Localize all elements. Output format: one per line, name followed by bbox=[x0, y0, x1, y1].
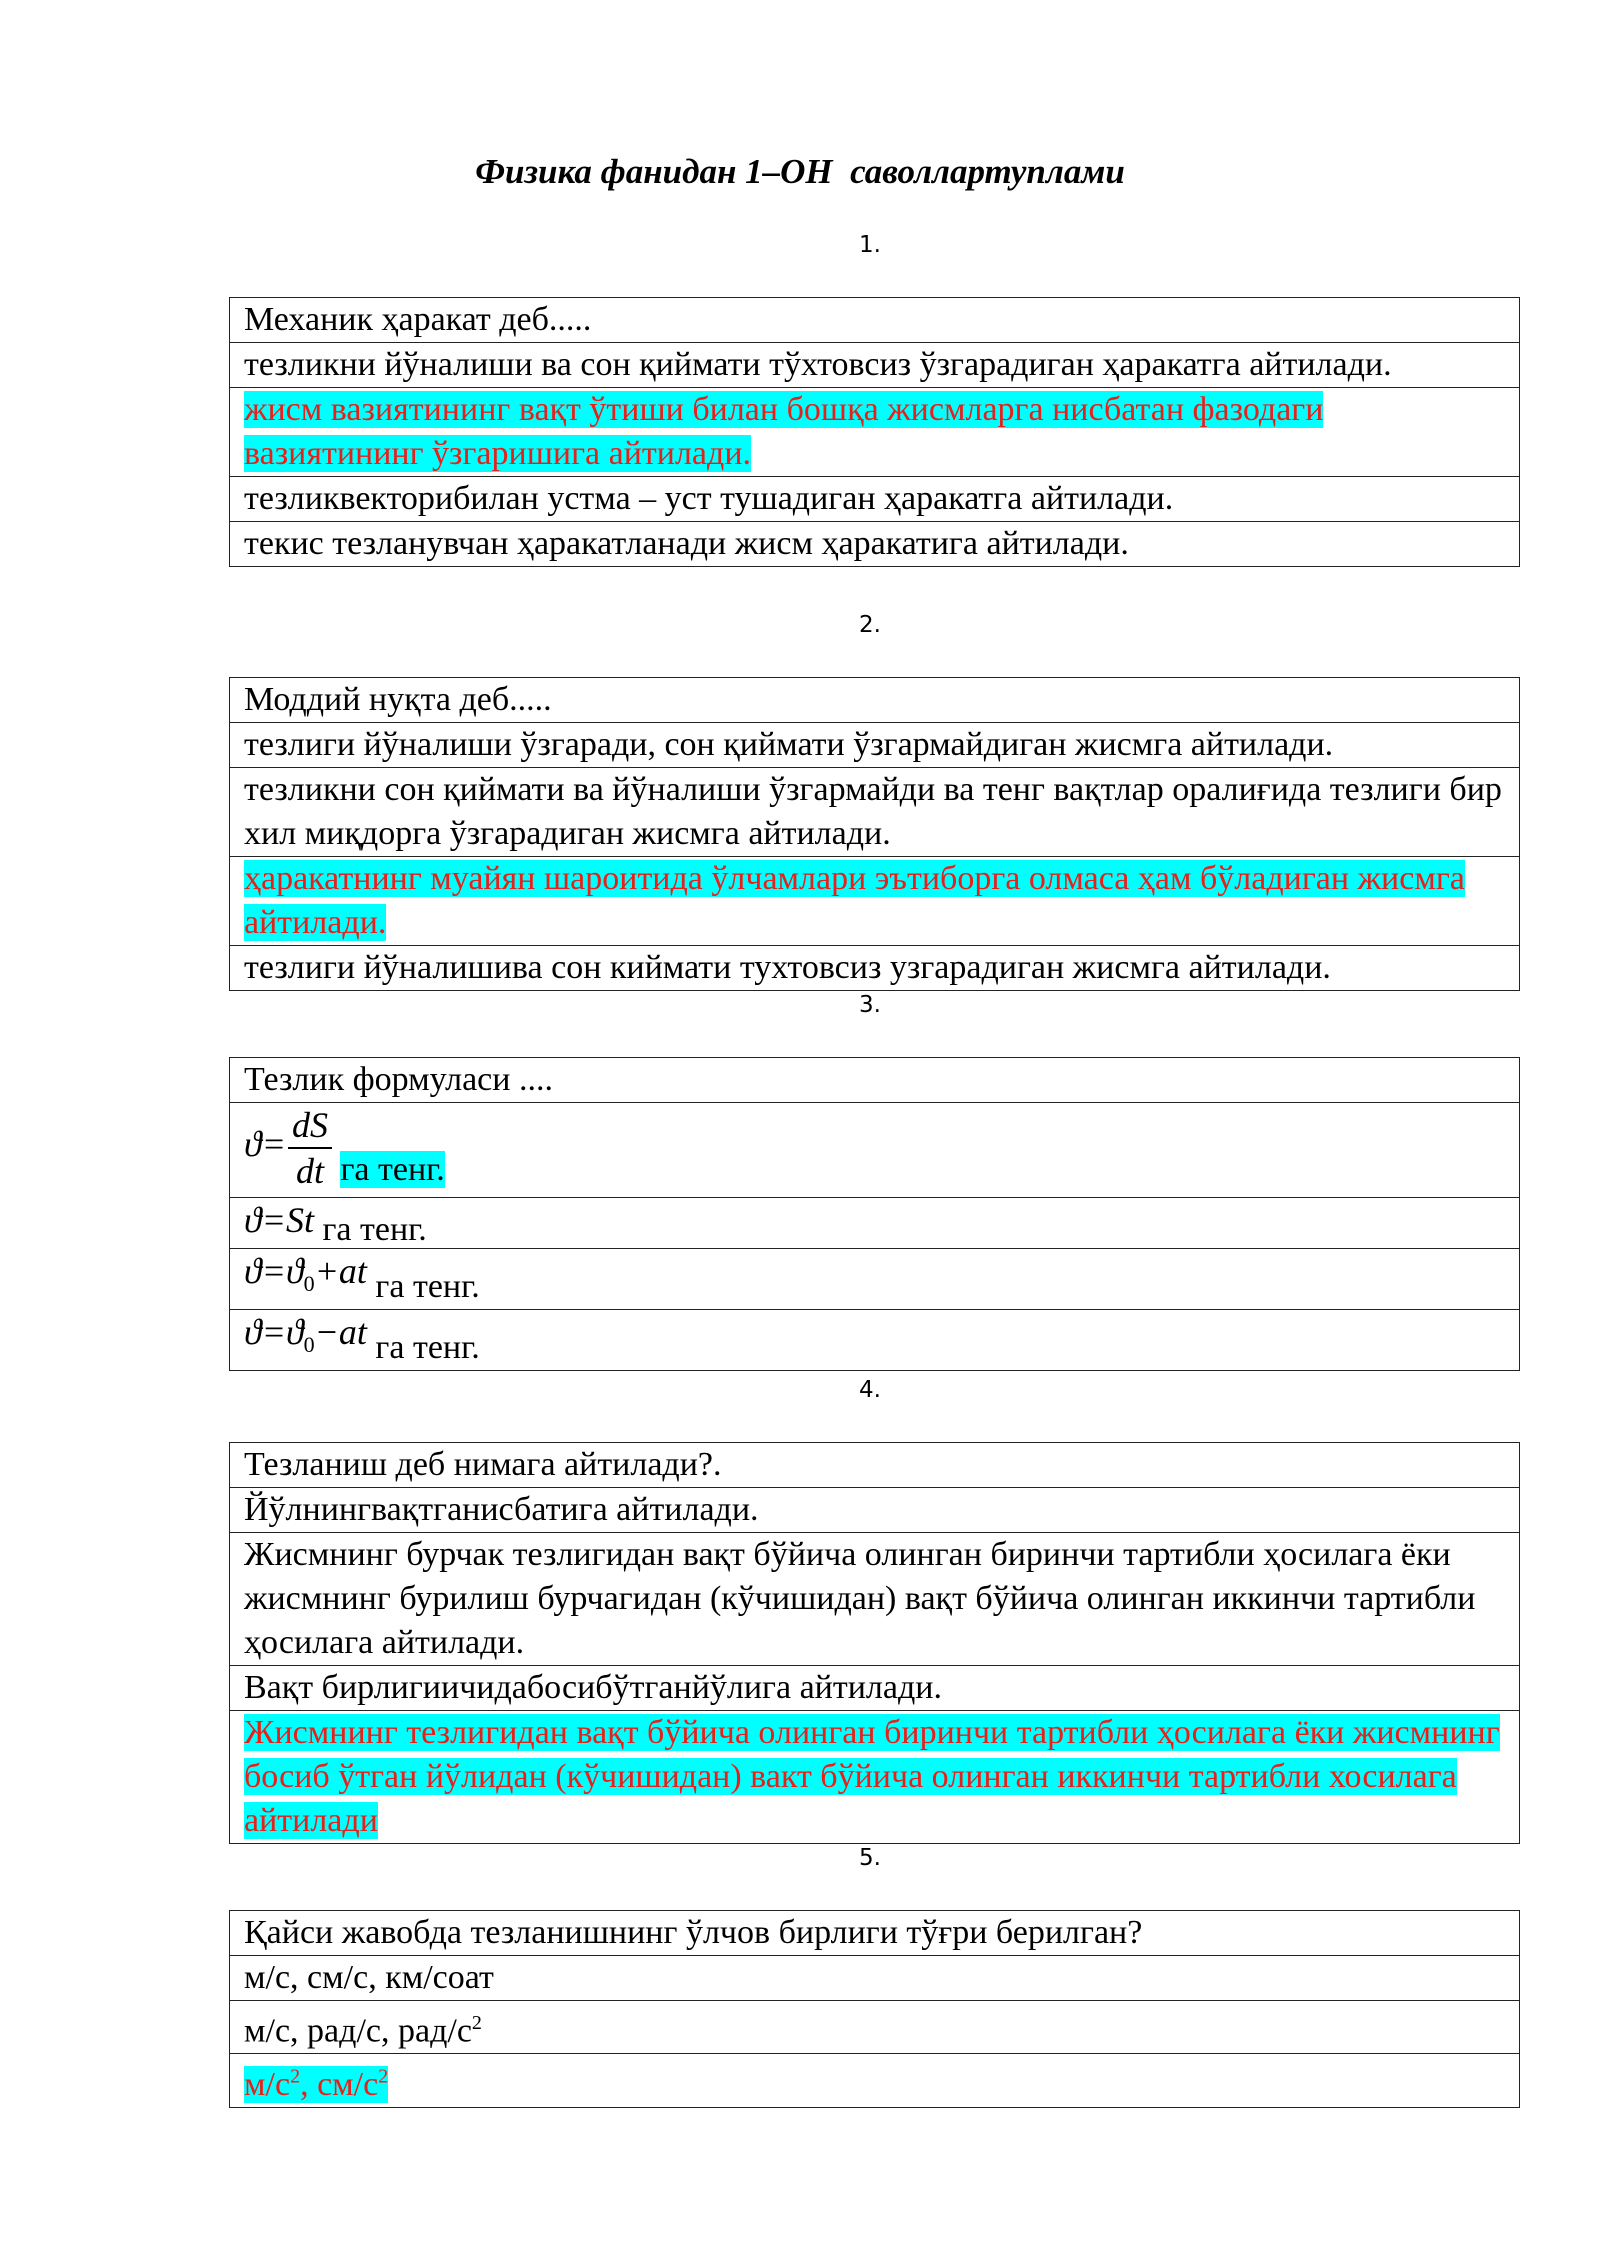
question-text: Қайси жавобда тезланишнинг ўлчов бирлиги тўғри берилган? bbox=[230, 1911, 1520, 1956]
formula: $ϑ=ϑ_0+at$ bbox=[244, 1251, 367, 1297]
answer-option-correct bbox=[230, 2054, 1520, 2107]
formula: $ϑ=ϑ_0-at$ bbox=[244, 1312, 367, 1358]
answer-option-correct bbox=[230, 388, 1520, 477]
question-text: Механик ҳаракат деб..... bbox=[230, 298, 1520, 343]
answer-option: м/с, см/с, км/соат bbox=[230, 1956, 1520, 2001]
answer-option: тезликни сон қиймати ва йўналиши ўзгармайди ва тенг вақтлар оралиғида тезлиги бир хил миқдорга ўзгарадиган жисмга айтилади. bbox=[230, 768, 1520, 857]
formula-lhs: ϑ= bbox=[244, 1123, 286, 1164]
answer-option: тезлиги йўналишива сон киймати тухтовсиз узгарадиган жисмга айтилади. bbox=[230, 946, 1520, 991]
answer-option: Жисмнинг бурчак тезлигидан вақт бўйича олинган биринчи тартибли ҳосилага ёки жисмнинг бурилиш бурчагидан (кўчишидан) вақт бўйича олинган иккинчи тартибли ҳосилага айтилади. bbox=[230, 1533, 1520, 1666]
answer-option: Вақт бирлигиичидабосибўтганйўлига айтилади. bbox=[230, 1666, 1520, 1711]
document-title: Физика фанидан 1–ОН саволлартуплами bbox=[475, 152, 1125, 191]
question-text: Тезланиш деб нимага айтилади?. bbox=[230, 1443, 1520, 1488]
answer-option: тезлиги йўналиши ўзгаради, сон қиймати ўзгармайдиган жисмга айтилади. bbox=[230, 723, 1520, 768]
answer-suffix: га тенг. bbox=[322, 1211, 427, 1248]
question-text: Моддий нуқта деб..... bbox=[230, 678, 1520, 723]
answer-option: тезликвекторибилан устма – уст тушадиган ҳаракатга айтилади. bbox=[230, 477, 1520, 522]
answer-option: Йўлнингвақтганисбатига айтилади. bbox=[230, 1488, 1520, 1533]
answer-suffix: га тенг. bbox=[375, 1268, 480, 1305]
answer-option-correct bbox=[230, 857, 1520, 946]
answer-option bbox=[230, 1249, 1520, 1310]
question-table-3 bbox=[229, 1057, 1520, 1371]
answer-option: м/с, рад/с, рад/$с^2$ bbox=[230, 2001, 1520, 2054]
question-number: 1. bbox=[859, 232, 881, 258]
question-number: 2. bbox=[859, 612, 881, 638]
answer-option-correct bbox=[230, 1711, 1520, 1844]
question-number: 5. bbox=[859, 1845, 881, 1871]
question-table-5 bbox=[229, 1910, 1520, 2108]
answer-option: текис тезланувчан ҳаракатланади жисм ҳаракатига айтилади. bbox=[230, 522, 1520, 567]
question-number: 3. bbox=[859, 992, 881, 1018]
highlighted-answer: га тенг. bbox=[340, 1150, 445, 1188]
question-number: 4. bbox=[859, 1377, 881, 1403]
formula: ϑ=St bbox=[244, 1200, 314, 1240]
highlighted-answer: $м/с^2$, $см/с^2$ bbox=[244, 2065, 389, 2103]
answer-option bbox=[230, 1198, 1520, 1249]
question-text: Тезлик формуласи .... bbox=[230, 1058, 1520, 1103]
highlighted-answer: Жисмнинг тезлигидан вақт бўйича олинган биринчи тартибли ҳосилага ёки жисмнинг босиб ўтган йўлидан (кўчишидан) вакт бўйича олинган иккинчи тартибли хосилага айтилади bbox=[244, 1714, 1500, 1839]
fraction-numerator: dS bbox=[288, 1103, 332, 1149]
answer-suffix: га тенг. bbox=[375, 1329, 480, 1366]
answer-option bbox=[230, 1310, 1520, 1371]
highlighted-answer: жисм вазиятининг вақт ўтиши билан бошқа жисмларга нисбатан фазодаги вазиятининг ўзгаришига айтилади. bbox=[244, 391, 1324, 472]
question-table-4 bbox=[229, 1442, 1520, 1844]
question-table-2 bbox=[229, 677, 1520, 991]
answer-option: тезликни йўналиши ва сон қиймати тўхтовсиз ўзгарадиган ҳаракатга айтилади. bbox=[230, 343, 1520, 388]
answer-option-correct bbox=[230, 1103, 1520, 1198]
question-table-1 bbox=[229, 297, 1520, 567]
highlighted-answer: ҳаракатнинг муайян шароитида ўлчамлари эътиборга олмаса ҳам бўладиган жисмга айтилади. bbox=[244, 860, 1465, 941]
fraction-denominator: dt bbox=[295, 1151, 324, 1191]
formula-fraction bbox=[288, 1103, 332, 1193]
